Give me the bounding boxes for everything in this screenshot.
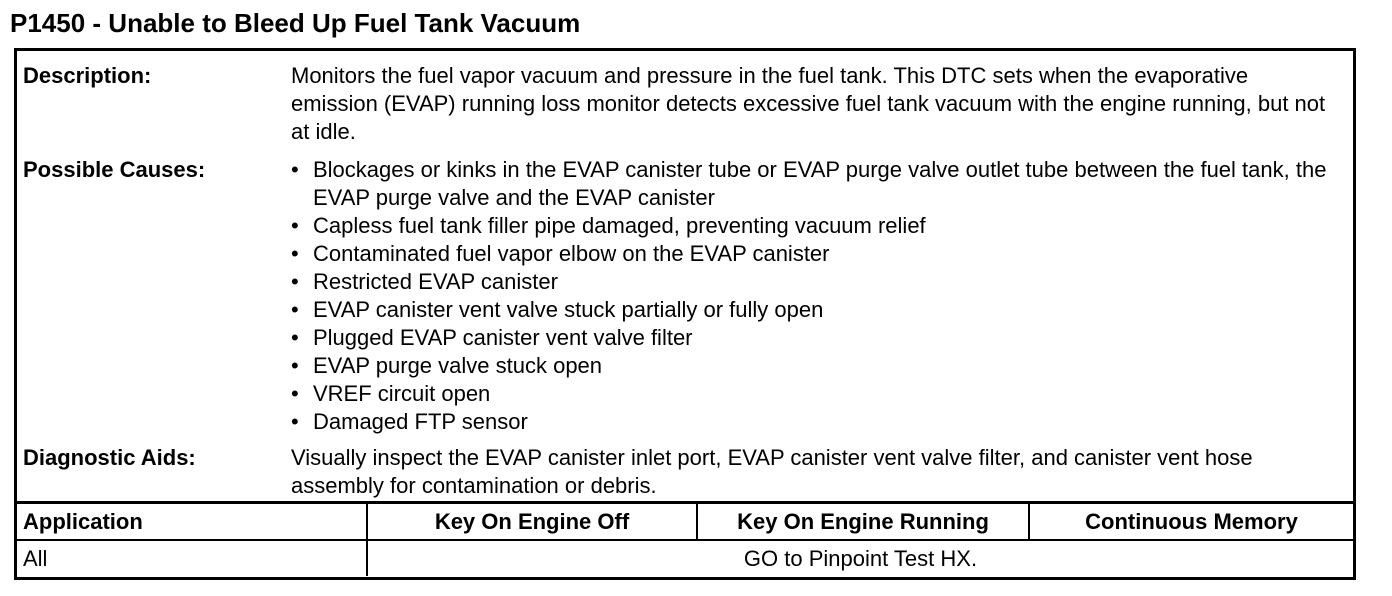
cause-item: [291, 408, 1333, 436]
cause-text: Damaged FTP sensor: [313, 409, 528, 434]
koeo-header: Key On Engine Off: [367, 504, 697, 540]
cause-item: [291, 380, 1333, 408]
cause-item: [291, 268, 1333, 296]
bullet-icon: •: [291, 213, 299, 238]
cause-item: [291, 324, 1333, 352]
application-header: Application: [17, 504, 367, 540]
cause-item: [291, 296, 1333, 324]
bullet-icon: •: [291, 381, 299, 406]
pinpoint-test-cell: GO to Pinpoint Test HX.: [367, 540, 1353, 576]
diagnostic-aids-paragraph: Visually inspect the EVAP canister inlet port, EVAP canister vent valve filter, and canister vent hose assembly for contamination or debris.: [291, 445, 1253, 498]
possible-causes-label: Possible Causes:: [23, 157, 206, 182]
cause-text: Contaminated fuel vapor elbow on the EVAP canister: [313, 241, 830, 266]
application-cell: All: [17, 540, 367, 576]
cause-text: VREF circuit open: [313, 381, 491, 406]
bullet-icon: •: [291, 297, 299, 322]
cause-text: EVAP purge valve stuck open: [313, 353, 603, 378]
cause-text: Plugged EVAP canister vent valve filter: [313, 325, 693, 350]
bullet-icon: •: [291, 157, 299, 182]
description-label: Description:: [23, 63, 152, 88]
possible-causes-content: [291, 156, 1333, 436]
diagnostic-aids-text: [291, 444, 1333, 500]
description-paragraph: Monitors the fuel vapor vacuum and pressure in the fuel tank. This DTC sets when the evaporative emission (EVAP) running loss monitor detects excessive fuel tank vacuum with the engine running, but not at idle.: [291, 63, 1326, 144]
cause-item: [291, 212, 1333, 240]
possible-causes-list: [291, 156, 1333, 436]
page-title: P1450 - Unable to Bleed Up Fuel Tank Vacuum: [10, 8, 581, 38]
diagnostic-aids-label: Diagnostic Aids:: [23, 445, 196, 470]
cause-text: Capless fuel tank filler pipe damaged, preventing vacuum relief: [313, 213, 926, 238]
application-table: [17, 504, 1353, 576]
dtc-info-section: [17, 51, 1353, 504]
bullet-icon: •: [291, 269, 299, 294]
cause-item: [291, 156, 1333, 212]
cause-text: Restricted EVAP canister: [313, 269, 558, 294]
description-text: [291, 62, 1333, 146]
application-header-row: [17, 504, 1353, 540]
cause-item: [291, 240, 1333, 268]
continuous-memory-header: Continuous Memory: [1029, 504, 1353, 540]
bullet-icon: •: [291, 325, 299, 350]
cause-text: Blockages or kinks in the EVAP canister tube or EVAP purge valve outlet tube between the fuel tank, the EVAP purge valve and the EVAP canister: [313, 157, 1327, 210]
cause-text: EVAP canister vent valve stuck partially or fully open: [313, 297, 824, 322]
cause-item: [291, 352, 1333, 380]
bullet-icon: •: [291, 241, 299, 266]
bullet-icon: •: [291, 409, 299, 434]
bullet-icon: •: [291, 353, 299, 378]
dtc-table: [14, 48, 1356, 580]
table-row: [17, 540, 1353, 576]
koer-header: Key On Engine Running: [697, 504, 1029, 540]
